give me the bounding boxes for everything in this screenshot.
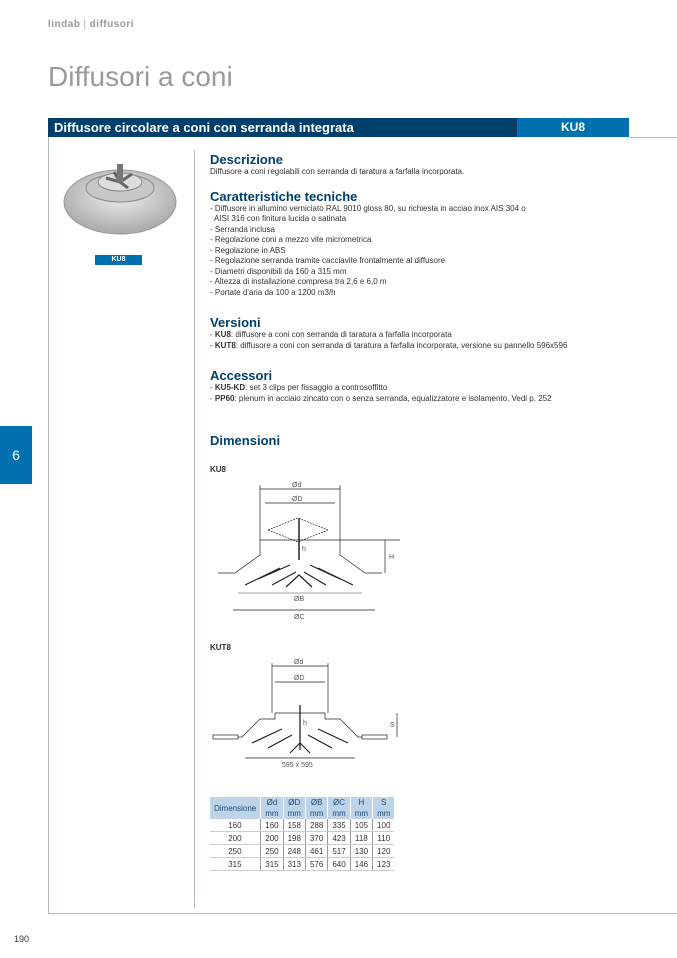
page-title: Diffusori a coni [48,61,233,92]
product-title-band: Diffusore circolare a coni con serranda integrata [48,118,517,137]
table-cell: 315 [261,858,283,871]
table-cell: 313 [283,858,305,871]
brand-header [48,19,134,30]
version-code: KUT8 [214,340,236,350]
description-text: Diffusore a coni regolabili con serranda di taratura a farfalla incorporata. [210,167,465,176]
spec-item: - Portate d'aria da 100 a 1200 m3/h [210,287,336,297]
divider [48,913,677,914]
brand-name: lindab [48,19,81,30]
table-cell: 200 [210,832,261,845]
section-heading: Accessori [210,368,273,383]
panel-size-label: 595 x 595 [282,762,313,769]
dim-h-label: h [302,546,306,553]
table-cell: 248 [283,845,305,858]
chapter-tab[interactable]: 6 [0,426,32,484]
separator: | [83,19,87,30]
dim-B-label: ØB [294,596,305,603]
column-header: Dimensione [210,797,261,819]
divider [629,137,677,138]
version-item: - KUT8: diffusore a coni con serranda di taratura a farfalla incorporata, versione su pannello 596x596 [210,340,568,350]
kut8-drawing [210,655,410,770]
version-text: : diffusore a coni con serranda di taratura a farfalla incorporata, versione su pannello 596x596 [235,340,568,350]
table-row [210,832,395,845]
table-row [210,819,395,832]
specs-section [210,189,670,299]
table-cell: 118 [350,832,372,845]
accessories-section [210,368,670,404]
table-cell: 250 [261,845,283,858]
table-cell: 110 [373,832,395,845]
accessory-text: : plenum in acciaio zincato con o senza serranda, equalizzatore e isolamento. Vedi p. 252 [234,393,552,403]
section-name: diffusori [89,19,135,30]
unit-header: mm [373,808,395,819]
spec-item: - Diffusore in allumino verniciato RAL 9010 gloss 80, su richiesta in acciao inox AIS 304 o [210,203,526,213]
diagram-label: KUT8 [210,643,231,652]
table-row [210,858,395,871]
product-code-badge: KU8 [517,118,629,137]
spec-item: - Serranda inclusa [210,224,275,234]
accessory-text: : set 3 clips per fissaggio a controsoffitto [245,383,388,392]
dim-h-label: h [303,720,307,727]
column-header: Ød [261,797,283,808]
version-item: - KU8: diffusore a coni con serranda di taratura a farfalla incorporata [210,330,452,339]
spec-item: - Regolazione serranda tramite cacciavite frontalmente al diffusore [210,256,446,265]
product-image [62,158,178,238]
column-header: H [350,797,372,808]
column-header: ØC [328,797,350,808]
table-cell: 315 [210,858,261,871]
dim-C-label: ØC [294,614,305,620]
dim-S-label: S [390,722,395,729]
table-cell: 130 [350,845,372,858]
table-row [210,845,395,858]
description-section [210,152,670,178]
accessory-code: KU5-KD [214,383,246,392]
spec-item: - Regolazione in ABS [210,245,286,255]
unit-header: mm [328,808,350,819]
page-number: 190 [14,934,30,944]
dim-D-label: ØD [294,675,305,682]
unit-header: mm [350,808,372,819]
unit-header: mm [283,808,305,819]
divider [194,150,195,908]
column-header: ØD [283,797,305,808]
accessory-item: - PP60: plenum in acciaio zincato con o senza serranda, equalizzatore e isolamento. Vedi p. 252 [210,393,552,403]
image-code-label: KU8 [95,255,142,265]
spec-item: - Diametri disponibili da 160 a 315 mm [210,266,347,276]
table-cell: 160 [261,819,283,832]
section-heading: Dimensioni [210,433,281,448]
table-cell: 160 [210,819,261,832]
section-heading: Descrizione [210,152,283,167]
versions-section [210,315,670,351]
table-cell: 198 [283,832,305,845]
accessory-code: PP60 [214,393,235,403]
table-cell: 576 [305,858,327,871]
table-cell: 146 [350,858,372,871]
table-cell: 120 [373,845,395,858]
table-cell: 123 [373,858,395,871]
diagram-label: KU8 [210,465,227,474]
table-cell: 517 [328,845,350,858]
spec-item: - Regolazione coni a mezzo vite micrometrica [210,235,372,244]
table-cell: 100 [373,819,395,832]
spec-item: AISI 316 con finitura lucida o satinata [210,214,347,223]
column-header: ØB [305,797,327,808]
table-cell: 250 [210,845,261,858]
spec-item: - Altezza di installazione compresa tra 2,6 e 6,0 m [210,277,387,286]
table-cell: 640 [328,858,350,871]
accessory-item: - KU5-KD: set 3 clips per fissaggio a controsoffitto [210,383,388,392]
dim-D-label: ØD [292,496,303,503]
table-cell: 158 [283,819,305,832]
table-cell: 370 [305,832,327,845]
section-heading: Versioni [210,315,261,330]
dim-d-label: Ød [294,659,304,666]
unit-header: mm [305,808,327,819]
dim-H-label: H [389,554,395,561]
dimensions-table [209,797,394,871]
dim-d-label: Ød [292,482,302,489]
table-cell: 288 [305,819,327,832]
table-cell: 335 [328,819,350,832]
unit-header: mm [261,808,283,819]
table-cell: 105 [350,819,372,832]
column-header: S [373,797,395,808]
table-cell: 423 [328,832,350,845]
version-text: : diffusore a coni con serranda di taratura a farfalla incorporata [230,330,452,339]
version-code: KU8 [214,330,231,339]
spec-list [210,204,670,299]
content [210,152,670,421]
table-cell: 200 [261,832,283,845]
section-heading: Caratteristiche tecniche [210,188,358,204]
table-cell: 461 [305,845,327,858]
divider [48,137,49,914]
ku8-drawing [210,475,410,620]
